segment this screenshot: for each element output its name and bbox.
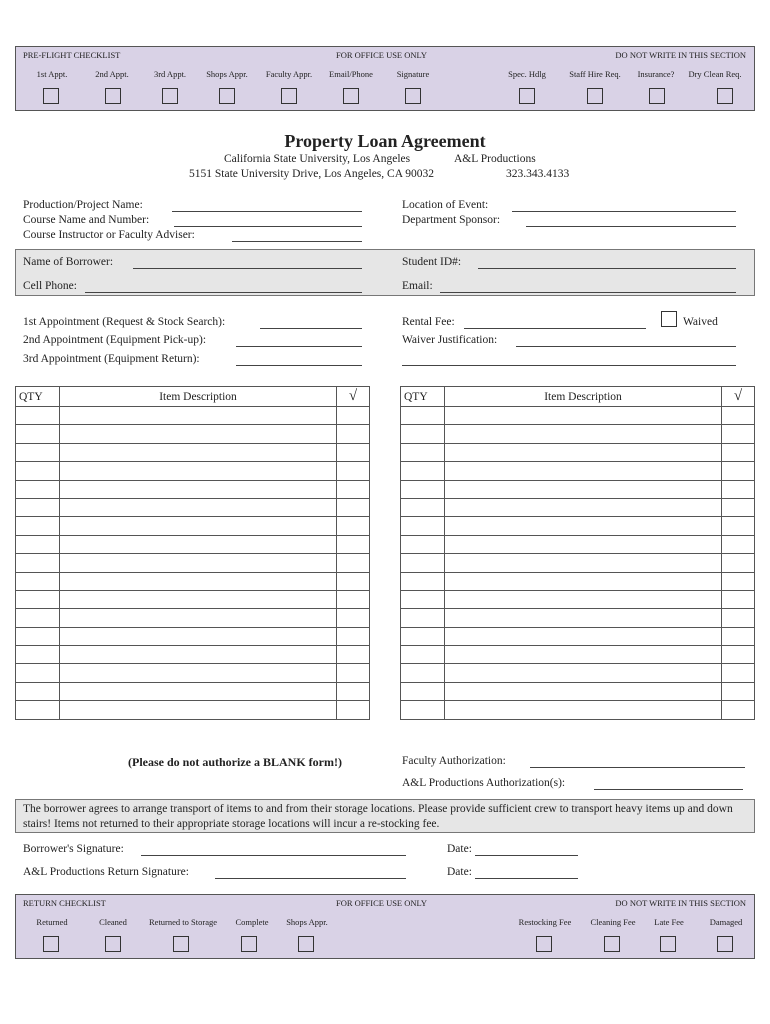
return-office-title: FOR OFFICE USE ONLY xyxy=(336,898,428,908)
check-cell[interactable] xyxy=(337,425,370,443)
check-cell[interactable] xyxy=(337,664,370,682)
return-checkbox-restocking-fee[interactable] xyxy=(536,936,552,952)
date-field[interactable] xyxy=(475,855,578,856)
return-title: RETURN CHECKLIST xyxy=(23,898,106,908)
check-header: √ xyxy=(722,387,755,407)
qty-cell[interactable] xyxy=(401,609,445,627)
check-cell[interactable] xyxy=(722,609,755,627)
table-row xyxy=(16,682,370,700)
table-row xyxy=(401,554,755,572)
cell-phone-field[interactable] xyxy=(85,292,362,293)
production-label: Production/Project Name: xyxy=(23,199,143,211)
dept-name: A&L Productions xyxy=(454,153,536,165)
check-cell[interactable] xyxy=(722,425,755,443)
check-cell[interactable] xyxy=(337,682,370,700)
description-cell[interactable] xyxy=(60,498,337,516)
table-row xyxy=(401,517,755,535)
return-label-restocking-fee: Restocking Fee xyxy=(518,917,572,927)
return-checkbox-cleaned[interactable] xyxy=(105,936,121,952)
description-cell[interactable] xyxy=(445,664,722,682)
table-row xyxy=(401,609,755,627)
table-row xyxy=(16,498,370,516)
description-cell[interactable] xyxy=(60,554,337,572)
qty-cell[interactable] xyxy=(16,627,60,645)
return-checkbox-returned[interactable] xyxy=(43,936,59,952)
qty-cell[interactable] xyxy=(401,535,445,553)
preflight-label-insurance: Insurance? xyxy=(637,69,675,79)
description-cell[interactable] xyxy=(60,627,337,645)
location-label: Location of Event: xyxy=(402,199,489,211)
qty-cell[interactable] xyxy=(16,407,60,425)
qty-cell[interactable] xyxy=(16,443,60,461)
check-cell[interactable] xyxy=(337,572,370,590)
table-row xyxy=(401,664,755,682)
check-cell[interactable] xyxy=(337,443,370,461)
qty-cell[interactable] xyxy=(16,572,60,590)
phone: 323.343.4133 xyxy=(506,168,570,180)
table-row xyxy=(401,480,755,498)
blank-warning: (Please do not authorize a BLANK form!) xyxy=(128,755,342,769)
date-2-field[interactable] xyxy=(475,878,578,879)
return-checklist-section xyxy=(15,894,755,959)
description-cell[interactable] xyxy=(60,646,337,664)
table-row xyxy=(16,517,370,535)
return-label-cleaned: Cleaned xyxy=(99,917,127,927)
preflight-checkbox-signature[interactable] xyxy=(405,88,421,104)
table-row xyxy=(16,646,370,664)
description-cell[interactable] xyxy=(60,517,337,535)
description-cell[interactable] xyxy=(445,701,722,719)
sponsor-field[interactable] xyxy=(526,226,736,227)
return-label-late-fee: Late Fee xyxy=(654,917,684,927)
items-table-left xyxy=(15,386,370,720)
borrower-signature-field[interactable] xyxy=(141,855,406,856)
return-checkbox-cleaning-fee[interactable] xyxy=(604,936,620,952)
table-row xyxy=(16,462,370,480)
table-row xyxy=(401,682,755,700)
description-cell[interactable] xyxy=(60,425,337,443)
qty-cell[interactable] xyxy=(401,480,445,498)
check-cell[interactable] xyxy=(337,554,370,572)
check-cell[interactable] xyxy=(337,498,370,516)
qty-cell[interactable] xyxy=(401,425,445,443)
appt-3-field[interactable] xyxy=(236,365,362,366)
table-row xyxy=(401,646,755,664)
al-auth-field[interactable] xyxy=(594,789,743,790)
return-signature-field[interactable] xyxy=(215,878,406,879)
table-row xyxy=(401,407,755,425)
check-header: √ xyxy=(337,387,370,407)
address: 5151 State University Drive, Los Angeles, CA 90032 xyxy=(189,168,434,180)
agreement-text: The borrower agrees to arrange transport of items to and from their storage locations. Please provide sufficient crew to transport heavy items up and down stairs! Items not returned to their appropriate storage locations will incur a re-stocking fee. xyxy=(15,799,755,833)
qty-cell[interactable] xyxy=(401,664,445,682)
qty-cell[interactable] xyxy=(401,646,445,664)
description-cell[interactable] xyxy=(445,425,722,443)
description-cell[interactable] xyxy=(445,627,722,645)
description-cell[interactable] xyxy=(445,682,722,700)
waiver-label: Waiver Justification: xyxy=(402,334,498,346)
check-cell[interactable] xyxy=(722,646,755,664)
check-cell[interactable] xyxy=(722,407,755,425)
table-row xyxy=(16,425,370,443)
preflight-office-title: FOR OFFICE USE ONLY xyxy=(336,50,428,60)
cell-phone-label: Cell Phone: xyxy=(23,280,77,292)
description-cell[interactable] xyxy=(445,572,722,590)
return-label-complete: Complete xyxy=(235,917,269,927)
qty-cell[interactable] xyxy=(401,443,445,461)
qty-cell[interactable] xyxy=(16,535,60,553)
description-cell[interactable] xyxy=(60,462,337,480)
check-cell[interactable] xyxy=(337,480,370,498)
description-cell[interactable] xyxy=(60,407,337,425)
return-label-returned: Returned xyxy=(36,917,68,927)
description-cell[interactable] xyxy=(445,498,722,516)
table-row xyxy=(401,443,755,461)
instructor-label: Course Instructor or Faculty Adviser: xyxy=(23,229,195,241)
preflight-checkbox-faculty-appr[interactable] xyxy=(281,88,297,104)
qty-cell[interactable] xyxy=(16,554,60,572)
rental-fee-field[interactable] xyxy=(464,328,646,329)
table-row xyxy=(401,627,755,645)
description-cell[interactable] xyxy=(60,443,337,461)
preflight-label-staff-hire: Staff Hire Req. xyxy=(569,69,621,79)
borrower-name-label: Name of Borrower: xyxy=(23,256,114,268)
table-row xyxy=(16,480,370,498)
description-cell[interactable] xyxy=(60,664,337,682)
description-cell[interactable] xyxy=(60,590,337,608)
check-cell[interactable] xyxy=(722,498,755,516)
instructor-field[interactable] xyxy=(232,241,362,242)
description-cell[interactable] xyxy=(445,443,722,461)
course-label: Course Name and Number: xyxy=(23,214,150,226)
preflight-no-write-title: DO NOT WRITE IN THIS SECTION xyxy=(615,50,746,60)
check-cell[interactable] xyxy=(722,664,755,682)
return-checkbox-shops-appr[interactable] xyxy=(298,936,314,952)
preflight-checkbox-staff-hire[interactable] xyxy=(587,88,603,104)
check-cell[interactable] xyxy=(337,646,370,664)
email-label: Email: xyxy=(402,280,433,292)
check-cell[interactable] xyxy=(722,517,755,535)
student-id-label: Student ID#: xyxy=(402,256,462,268)
check-cell[interactable] xyxy=(722,535,755,553)
check-cell[interactable] xyxy=(337,535,370,553)
description-cell[interactable] xyxy=(445,609,722,627)
qty-header: QTY xyxy=(401,387,445,407)
rental-fee-label: Rental Fee: xyxy=(402,316,455,328)
faculty-auth-field[interactable] xyxy=(530,767,745,768)
borrower-section xyxy=(15,249,755,296)
borrower-name-field[interactable] xyxy=(133,268,362,269)
description-cell[interactable] xyxy=(445,590,722,608)
preflight-checkbox-1st-appt[interactable] xyxy=(43,88,59,104)
qty-cell[interactable] xyxy=(16,498,60,516)
table-row xyxy=(16,590,370,608)
description-cell[interactable] xyxy=(445,517,722,535)
check-cell[interactable] xyxy=(337,517,370,535)
qty-cell[interactable] xyxy=(401,407,445,425)
student-id-field[interactable] xyxy=(478,268,736,269)
qty-cell[interactable] xyxy=(16,682,60,700)
check-cell[interactable] xyxy=(722,682,755,700)
preflight-title: PRE-FLIGHT CHECKLIST xyxy=(23,50,121,60)
table-row xyxy=(16,664,370,682)
check-cell[interactable] xyxy=(722,590,755,608)
return-checkbox-late-fee[interactable] xyxy=(660,936,676,952)
date-2-label: Date: xyxy=(447,866,472,878)
date-label: Date: xyxy=(447,843,472,855)
preflight-checkbox-spec-hdlg[interactable] xyxy=(519,88,535,104)
check-cell[interactable] xyxy=(337,627,370,645)
production-field[interactable] xyxy=(172,211,362,212)
waived-checkbox[interactable] xyxy=(661,311,677,327)
description-cell[interactable] xyxy=(445,462,722,480)
preflight-checkbox-dry-clean[interactable] xyxy=(717,88,733,104)
appt-1-label: 1st Appointment (Request & Stock Search): xyxy=(23,316,226,328)
preflight-label-email-phone: Email/Phone xyxy=(329,69,373,79)
description-cell[interactable] xyxy=(60,609,337,627)
preflight-checkbox-3rd-appt[interactable] xyxy=(162,88,178,104)
preflight-label-faculty-appr: Faculty Appr. xyxy=(265,69,313,79)
course-field[interactable] xyxy=(174,226,362,227)
table-row xyxy=(16,701,370,719)
qty-cell[interactable] xyxy=(401,572,445,590)
description-cell[interactable] xyxy=(60,682,337,700)
return-label-returned-to-storage: Returned to Storage xyxy=(149,917,217,927)
check-cell[interactable] xyxy=(722,554,755,572)
qty-cell[interactable] xyxy=(16,517,60,535)
table-row xyxy=(401,590,755,608)
qty-cell[interactable] xyxy=(16,646,60,664)
table-row xyxy=(16,407,370,425)
table-row xyxy=(401,462,755,480)
check-cell[interactable] xyxy=(722,701,755,719)
qty-cell[interactable] xyxy=(401,517,445,535)
table-row xyxy=(16,609,370,627)
preflight-checkbox-insurance[interactable] xyxy=(649,88,665,104)
qty-cell[interactable] xyxy=(401,682,445,700)
check-cell[interactable] xyxy=(337,590,370,608)
check-cell[interactable] xyxy=(722,480,755,498)
qty-cell[interactable] xyxy=(401,590,445,608)
table-row xyxy=(16,535,370,553)
qty-cell[interactable] xyxy=(16,590,60,608)
table-row xyxy=(401,425,755,443)
description-cell[interactable] xyxy=(445,554,722,572)
description-cell[interactable] xyxy=(60,480,337,498)
check-cell[interactable] xyxy=(722,462,755,480)
table-row xyxy=(16,443,370,461)
table-row xyxy=(401,701,755,719)
return-signature-label: A&L Productions Return Signature: xyxy=(23,866,189,878)
faculty-auth-label: Faculty Authorization: xyxy=(402,755,506,767)
return-label-shops-appr: Shops Appr. xyxy=(286,917,328,927)
table-row xyxy=(401,535,755,553)
appt-2-label: 2nd Appointment (Equipment Pick-up): xyxy=(23,334,207,346)
waiver-field-line-2[interactable] xyxy=(402,365,736,366)
appt-1-field[interactable] xyxy=(260,328,362,329)
check-cell[interactable] xyxy=(337,407,370,425)
qty-cell[interactable] xyxy=(16,425,60,443)
return-no-write-title: DO NOT WRITE IN THIS SECTION xyxy=(615,898,746,908)
qty-cell[interactable] xyxy=(16,701,60,719)
table-row xyxy=(401,572,755,590)
table-row xyxy=(16,627,370,645)
check-cell[interactable] xyxy=(337,609,370,627)
appt-2-field[interactable] xyxy=(236,346,362,347)
qty-header: QTY xyxy=(16,387,60,407)
description-cell[interactable] xyxy=(60,572,337,590)
check-cell[interactable] xyxy=(337,462,370,480)
preflight-checkbox-shops-appr[interactable] xyxy=(219,88,235,104)
preflight-label-3rd-appt: 3rd Appt. xyxy=(153,69,187,79)
preflight-label-signature: Signature xyxy=(396,69,430,79)
desc-header: Item Description xyxy=(60,387,337,407)
preflight-checkbox-2nd-appt[interactable] xyxy=(105,88,121,104)
borrower-signature-label: Borrower's Signature: xyxy=(23,843,124,855)
page-title: Property Loan Agreement xyxy=(284,131,486,151)
check-cell[interactable] xyxy=(722,572,755,590)
preflight-label-shops-appr: Shops Appr. xyxy=(206,69,248,79)
qty-cell[interactable] xyxy=(16,609,60,627)
check-cell[interactable] xyxy=(337,701,370,719)
description-cell[interactable] xyxy=(445,407,722,425)
qty-cell[interactable] xyxy=(16,480,60,498)
qty-cell[interactable] xyxy=(16,462,60,480)
preflight-label-dry-clean: Dry Clean Req. xyxy=(688,69,742,79)
email-field[interactable] xyxy=(440,292,736,293)
description-cell[interactable] xyxy=(445,480,722,498)
qty-cell[interactable] xyxy=(401,498,445,516)
return-checkbox-returned-to-storage[interactable] xyxy=(173,936,189,952)
check-cell[interactable] xyxy=(722,627,755,645)
description-cell[interactable] xyxy=(445,535,722,553)
desc-header: Item Description xyxy=(445,387,722,407)
preflight-checkbox-email-phone[interactable] xyxy=(343,88,359,104)
items-table-right xyxy=(400,386,755,720)
preflight-label-spec-hdlg: Spec. Hdlg xyxy=(508,69,546,79)
return-label-damaged: Damaged xyxy=(709,917,743,927)
qty-cell[interactable] xyxy=(401,462,445,480)
return-checkbox-damaged[interactable] xyxy=(717,936,733,952)
sponsor-label: Department Sponsor: xyxy=(402,214,501,226)
al-auth-label: A&L Productions Authorization(s): xyxy=(402,777,566,789)
preflight-checklist-section xyxy=(15,46,755,111)
preflight-label-2nd-appt: 2nd Appt. xyxy=(95,69,129,79)
description-cell[interactable] xyxy=(60,701,337,719)
table-row xyxy=(16,572,370,590)
description-cell[interactable] xyxy=(445,646,722,664)
table-row xyxy=(16,554,370,572)
description-cell[interactable] xyxy=(60,535,337,553)
qty-cell[interactable] xyxy=(401,554,445,572)
return-checkbox-complete[interactable] xyxy=(241,936,257,952)
appt-3-label: 3rd Appointment (Equipment Return): xyxy=(23,353,200,365)
return-label-cleaning-fee: Cleaning Fee xyxy=(590,917,636,927)
org-name: California State University, Los Angeles xyxy=(224,153,411,165)
waived-label: Waived xyxy=(683,316,718,328)
location-field[interactable] xyxy=(512,211,736,212)
table-row xyxy=(401,498,755,516)
qty-cell[interactable] xyxy=(401,701,445,719)
qty-cell[interactable] xyxy=(401,627,445,645)
qty-cell[interactable] xyxy=(16,664,60,682)
check-cell[interactable] xyxy=(722,443,755,461)
preflight-label-1st-appt: 1st Appt. xyxy=(36,69,68,79)
waiver-field[interactable] xyxy=(516,346,736,347)
